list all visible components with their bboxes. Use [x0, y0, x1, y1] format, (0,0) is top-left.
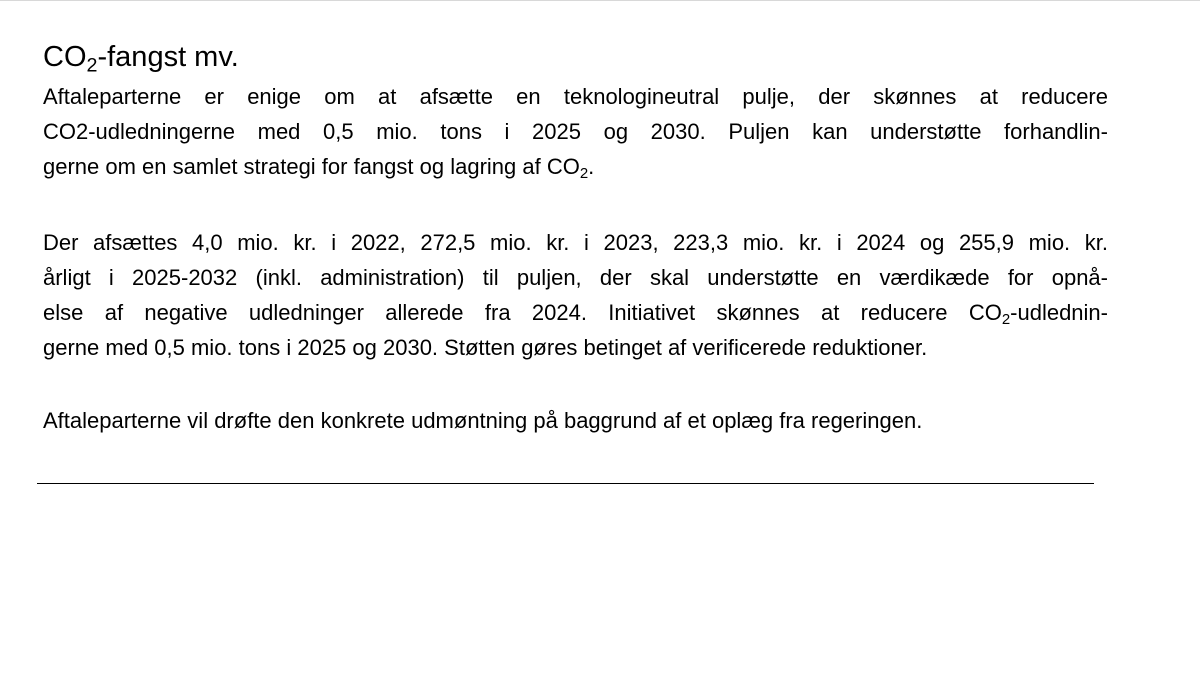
paragraph-line: årligt i 2025-2032 (inkl. administration) til puljen, der skal understøtte en værdikæde for opnå-: [43, 265, 1108, 290]
line-subscript: 2: [579, 165, 589, 183]
line-subscript: 2: [1001, 311, 1011, 329]
paragraph-line: gerne med 0,5 mio. tons i 2025 og 2030. Støtten gøres betinget af verificerede reduktioner.: [43, 335, 928, 360]
horizontal-rule: [37, 483, 1094, 484]
paragraph-line: [43, 295, 1108, 330]
paragraph-conclusion: [43, 403, 1108, 438]
line-text: else af negative udledninger allerede fra 2024. Initiativet skønnes at reducere CO: [43, 300, 1002, 325]
paragraph-line: Aftaleparterne er enige om at afsætte en teknologineutral pulje, der skønnes at reducere: [43, 84, 1108, 109]
paragraph-line: Der afsættes 4,0 mio. kr. i 2022, 272,5 mio. kr. i 2023, 223,3 mio. kr. i 2024 og 255,9 mio. kr.: [43, 230, 1108, 255]
paragraph-line: CO2-udledningerne med 0,5 mio. tons i 2025 og 2030. Puljen kan understøtte forhandlin-: [43, 119, 1108, 144]
paragraph-funding: [43, 225, 1108, 365]
heading-suffix: -fangst mv.: [97, 41, 239, 73]
line-text: gerne om en samlet strategi for fangst og lagring af CO: [43, 154, 580, 179]
section-heading: [43, 37, 239, 77]
paragraph-line: [43, 149, 1108, 184]
paragraph-line: Aftaleparterne vil drøfte den konkrete udmøntning på baggrund af et oplæg fra regeringen.: [43, 408, 923, 433]
line-text: -udlednin-: [1010, 300, 1108, 325]
heading-subscript: 2: [86, 54, 98, 77]
heading-prefix: CO: [43, 41, 87, 73]
paragraph-pulje: [43, 79, 1108, 184]
line-text: .: [588, 154, 595, 179]
